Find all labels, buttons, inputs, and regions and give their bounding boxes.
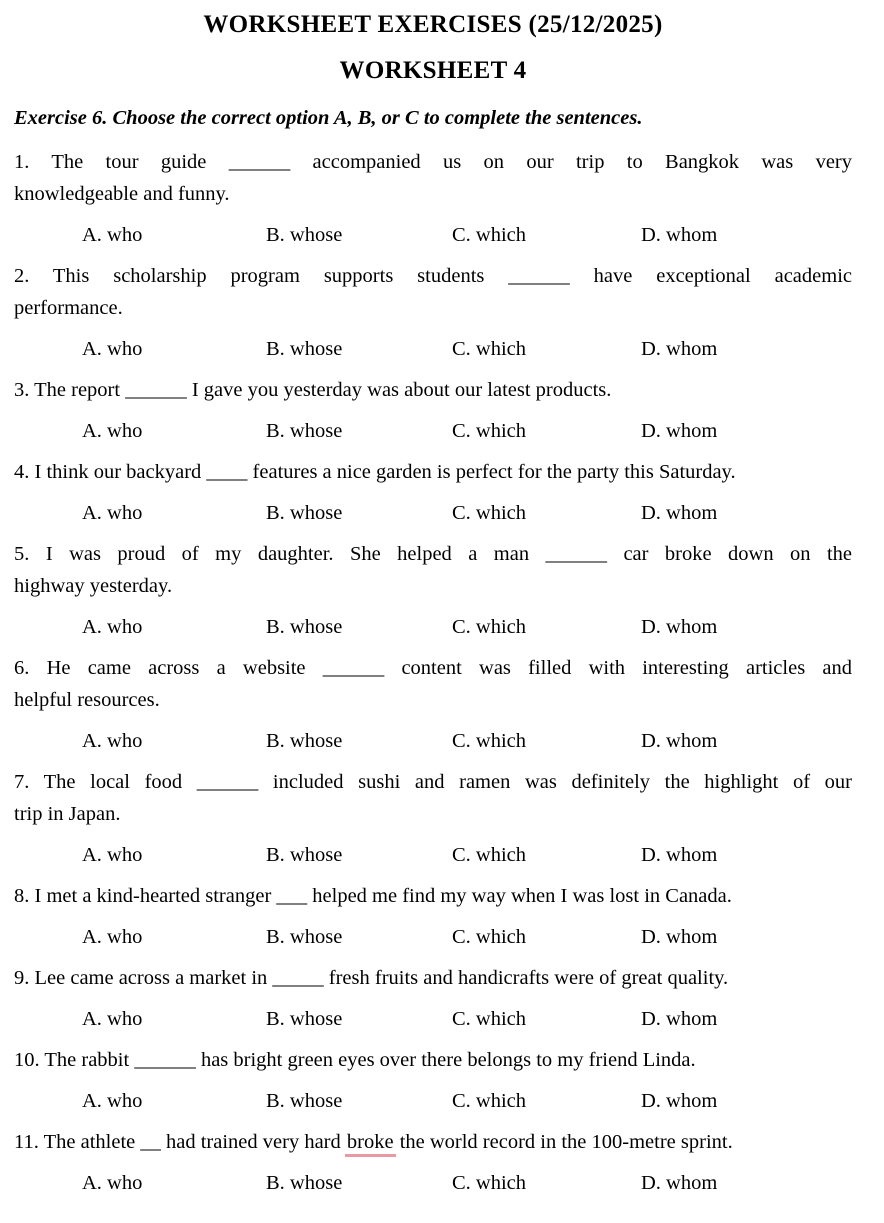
question-7 <box>14 766 852 830</box>
grammar-underlined-word: broke <box>345 1131 396 1157</box>
question-text: highway yesterday. <box>14 575 173 597</box>
options-row-8 <box>14 921 852 953</box>
option-d: D. whom <box>641 926 718 948</box>
question-text-post: the world record in the 100-metre sprint. <box>394 1131 733 1153</box>
question-text: 7. The local food ______ included sushi and ramen was definitely the highlight of our <box>14 771 852 793</box>
option-c: C. which <box>452 616 527 638</box>
option-d: D. whom <box>641 1172 718 1194</box>
question-3 <box>14 374 852 406</box>
option-a: A. who <box>82 926 143 948</box>
question-text: 3. The report ______ I gave you yesterday was about our latest products. <box>14 379 612 401</box>
option-d: D. whom <box>641 844 718 866</box>
page-subtitle: WORKSHEET 4 <box>339 57 527 84</box>
option-d: D. whom <box>641 730 718 752</box>
option-c: C. which <box>452 1090 527 1112</box>
option-c: C. which <box>452 1008 527 1030</box>
question-text: 2. This scholarship program supports students ______ have exceptional academic <box>14 265 852 287</box>
options-row-2 <box>14 333 852 365</box>
option-c: C. which <box>452 730 527 752</box>
question-text: knowledgeable and funny. <box>14 183 230 205</box>
option-b: B. whose <box>266 338 343 360</box>
option-a: A. who <box>82 844 143 866</box>
question-text: 1. The tour guide ______ accompanied us on our trip to Bangkok was very <box>14 151 852 173</box>
option-a: A. who <box>82 730 143 752</box>
question-1 <box>14 146 852 210</box>
option-d: D. whom <box>641 502 718 524</box>
question-text: 5. I was proud of my daughter. She helped a man ______ car broke down on the <box>14 543 852 565</box>
option-a: A. who <box>82 338 143 360</box>
question-text-pre: 11. The athlete __ had trained very hard <box>14 1131 346 1153</box>
option-c: C. which <box>452 844 527 866</box>
question-text: 6. He came across a website ______ content was filled with interesting articles and <box>14 657 852 679</box>
option-b: B. whose <box>266 224 343 246</box>
question-text <box>14 1126 852 1158</box>
option-b: B. whose <box>266 1090 343 1112</box>
question-4 <box>14 456 852 488</box>
option-b: B. whose <box>266 844 343 866</box>
question-8 <box>14 880 852 912</box>
option-d: D. whom <box>641 616 718 638</box>
options-row-3 <box>14 415 852 447</box>
option-a: A. who <box>82 502 143 524</box>
option-c: C. which <box>452 338 527 360</box>
options-row-10 <box>14 1085 852 1117</box>
option-b: B. whose <box>266 1008 343 1030</box>
option-a: A. who <box>82 1008 143 1030</box>
option-d: D. whom <box>641 338 718 360</box>
question-11 <box>14 1126 852 1158</box>
options-row-4 <box>14 497 852 529</box>
option-b: B. whose <box>266 730 343 752</box>
option-b: B. whose <box>266 502 343 524</box>
options-row-5 <box>14 611 852 643</box>
option-a: A. who <box>82 1090 143 1112</box>
question-text: helpful resources. <box>14 689 160 711</box>
option-b: B. whose <box>266 420 343 442</box>
option-a: A. who <box>82 420 143 442</box>
options-row-1 <box>14 219 852 251</box>
question-text: performance. <box>14 297 123 319</box>
question-text: 10. The rabbit ______ has bright green eyes over there belongs to my friend Linda. <box>14 1049 696 1071</box>
option-d: D. whom <box>641 1090 718 1112</box>
option-d: D. whom <box>641 420 718 442</box>
options-row-9 <box>14 1003 852 1035</box>
question-10 <box>14 1044 852 1076</box>
option-c: C. which <box>452 224 527 246</box>
option-c: C. which <box>452 926 527 948</box>
options-row-6 <box>14 725 852 757</box>
question-6 <box>14 652 852 716</box>
options-row-11 <box>14 1167 852 1199</box>
exercise-instruction: Exercise 6. Choose the correct option A, B, or C to complete the sentences. <box>14 107 643 129</box>
option-a: A. who <box>82 224 143 246</box>
option-c: C. which <box>452 502 527 524</box>
options-row-7 <box>14 839 852 871</box>
option-a: A. who <box>82 616 143 638</box>
question-text: 8. I met a kind-hearted stranger ___ helped me find my way when I was lost in Canada. <box>14 885 732 907</box>
question-5 <box>14 538 852 602</box>
page-title: WORKSHEET EXERCISES (25/12/2025) <box>203 11 663 38</box>
question-text: trip in Japan. <box>14 803 121 825</box>
option-b: B. whose <box>266 926 343 948</box>
option-c: C. which <box>452 1172 527 1194</box>
option-a: A. who <box>82 1172 143 1194</box>
option-d: D. whom <box>641 1008 718 1030</box>
option-d: D. whom <box>641 224 718 246</box>
question-2 <box>14 260 852 324</box>
question-text: 9. Lee came across a market in _____ fresh fruits and handicrafts were of great quality. <box>14 967 729 989</box>
question-text: 4. I think our backyard ____ features a nice garden is perfect for the party this Saturday. <box>14 461 736 483</box>
option-b: B. whose <box>266 616 343 638</box>
option-b: B. whose <box>266 1172 343 1194</box>
question-9 <box>14 962 852 994</box>
option-c: C. which <box>452 420 527 442</box>
